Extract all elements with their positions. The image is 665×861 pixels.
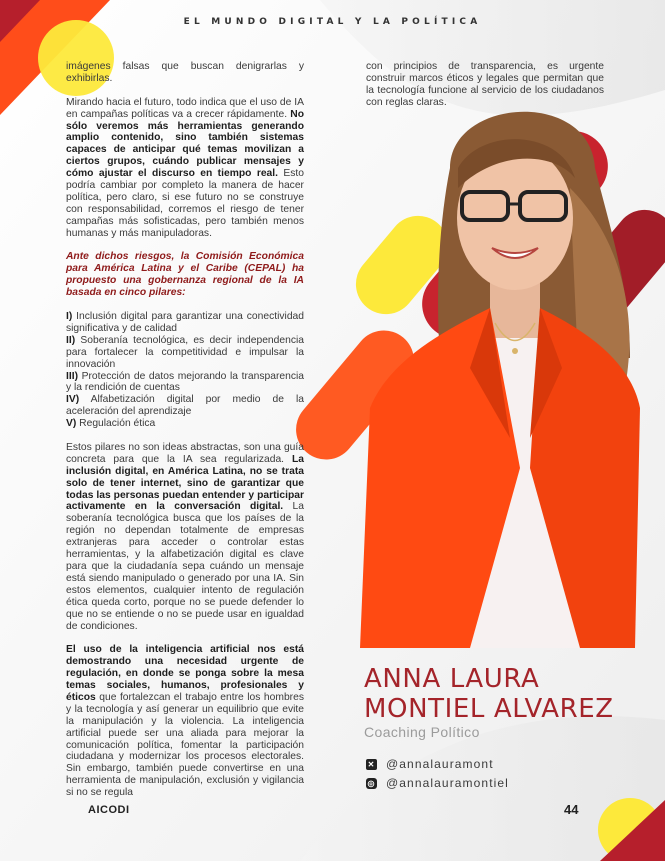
page-number: 44 (564, 802, 579, 817)
x-logo-icon: ✕ (367, 759, 376, 769)
author-name (364, 664, 614, 724)
paragraph: imágenes falsas que buscan denigrarlas y exhibirlas. (66, 61, 304, 84)
page-header: EL MUNDO DIGITAL Y LA POLÍTICA (183, 17, 482, 27)
left-column (66, 61, 304, 799)
author-role: Coaching Político (364, 724, 480, 740)
paragraph: El uso de la inteligencia artificial nos está demostrando una necesidad urgente de regulación, en donde se ponga sobre la mesa temas sociales, humanos, profesionales y éticos que fortalezcan el trabajo entre los hombres y la tecnología y así generar un equilibrio que evite la manipulación y la violencia. La inteligencia artificial puede ser una aliada para mejorar la comunicación política, fomentar la participación ciudadana y modernizar los procesos electorales. Sin embargo, también puede convertirse en una herramienta de manipulación, exclusión y vigilancia si no se regula (66, 644, 304, 799)
author-name-line2: MONTIEL ALVAREZ (364, 694, 614, 724)
x-handle[interactable]: @annalauramont (386, 757, 494, 771)
instagram-social-link[interactable] (366, 776, 509, 790)
paragraph: Estos pilares no son ideas abstractas, son una guía concreta para que la IA sea regularizada. La inclusión digital, en América Latina, no se trata solo de tener internet, sino de garantizar que todas las personas puedan entender y participar activamente en la conversación digital. La soberanía tecnológica busca que los países de la región no dependan totalmente de empresas extranjeras para acceder o controlar estas herramientas, y la alfabetización digital es clave para que la ciudadanía sepa cuándo un mensaje está siendo manipulado o generado por una IA. Sin estos elementos, cualquier intento de regulación ética queda corto, porque no se puede defender lo que no se entiende o no se puede usar en igualdad de condiciones. (66, 441, 304, 632)
list-item: III) Protección de datos mejorando la transparencia y la rendición de cuentas (66, 370, 304, 394)
list-item: V) Regulación ética (66, 418, 156, 430)
paragraph: con principios de transparencia, es urgente construir marcos éticos y legales que permitan que la tecnología funcione al servicio de los ciudadanos con reglas claras. (366, 61, 604, 108)
author-portrait (330, 108, 665, 648)
author-name-line1: ANNA LAURA (364, 664, 540, 694)
list-item: IV) Alfabetización digital por medio de la aceleración del aprendizaje (66, 394, 304, 418)
pillars-list (66, 311, 304, 430)
instagram-icon: ◎ (367, 778, 376, 788)
list-item: I) Inclusión digital para garantizar una conectividad significativa y de calidad (66, 310, 304, 334)
highlight-paragraph: Ante dichos riesgos, la Comisión Económica para América Latina y el Caribe (CEPAL) ha propuesto una gobernanza regional de la IA basada en cinco pilares: (66, 251, 304, 299)
instagram-handle[interactable]: @annalauramontiel (386, 776, 509, 790)
x-social-link[interactable] (366, 757, 494, 771)
list-item: II) Soberanía tecnológica, es decir independencia para fortalecer la competitividad e impulsar la innovación (66, 334, 304, 370)
paragraph: Mirando hacia el futuro, todo indica que el uso de IA en campañas políticas va a crecer rápidamente. No sólo veremos más herramientas generando amplio contenido, sino también sistemas capaces de anticipar qué temas movilizan a ciertos grupos, cuándo publicar mensajes y cómo ajustar el discurso en tiempo real. Esto podría cambiar por completo la manera de hacer política, pero claro, si ese futuro no se construye con responsabilidad, corremos el riesgo de tener campañas más sofisticadas, pero también menos humanas y más manipuladoras. (66, 96, 304, 239)
footer-brand: AICODI (88, 804, 130, 816)
